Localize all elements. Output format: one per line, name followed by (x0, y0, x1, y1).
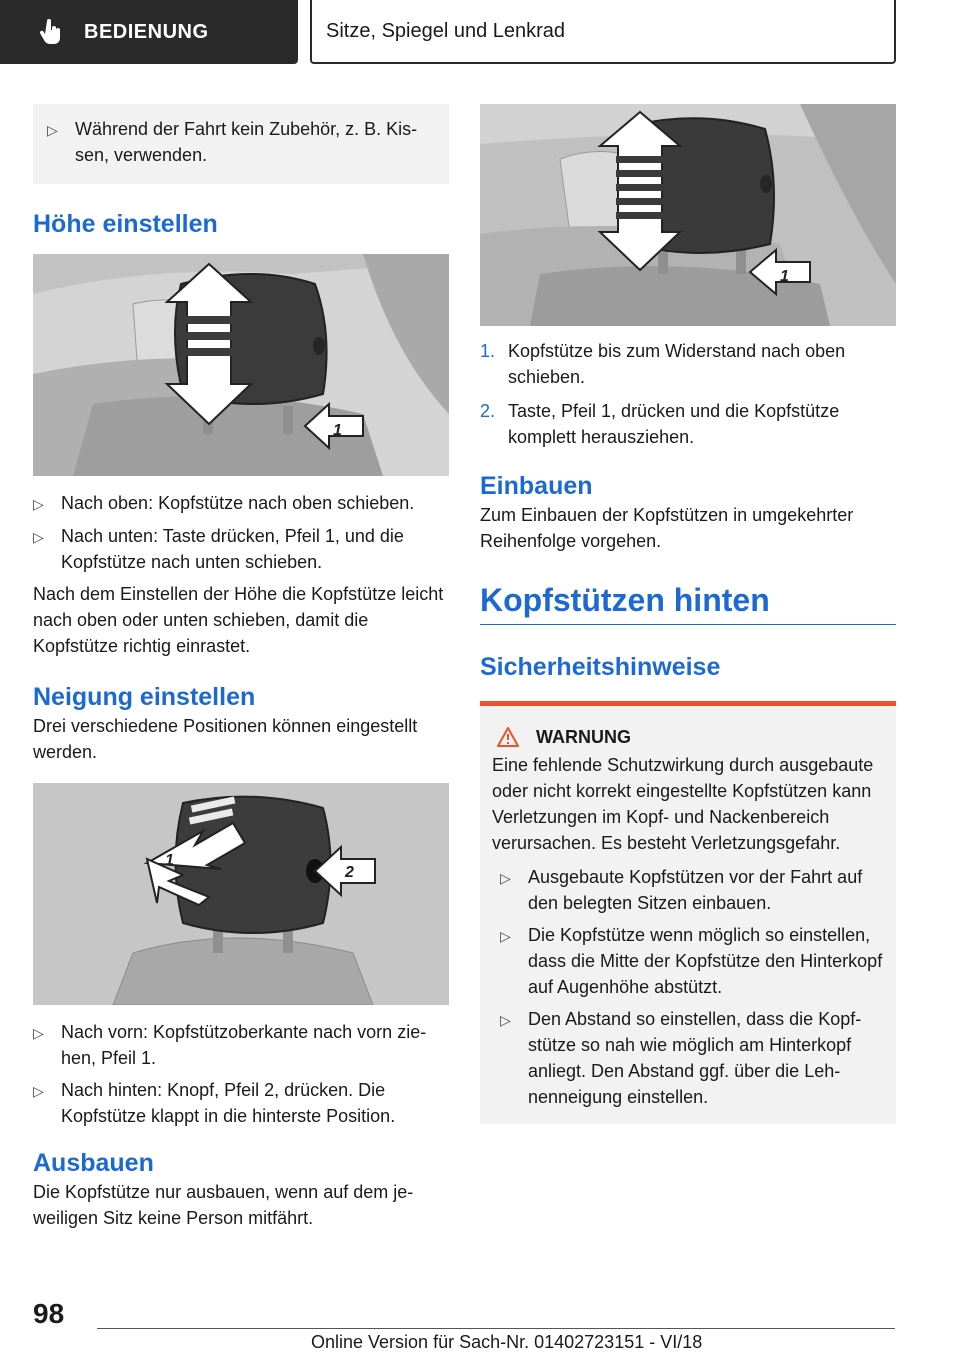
section-tab (0, 0, 298, 64)
note-text: Während der Fahrt kein Zubehör, z. B. Kissen, verwenden. (75, 119, 418, 165)
note-bullet (47, 116, 435, 168)
note-box (33, 104, 449, 184)
footer-rule (97, 1328, 895, 1329)
triangle-bullet-icon: ▷ (33, 529, 44, 545)
heading-install: Einbauen (480, 472, 593, 500)
list-item: ▷ Die Kopfstütze wenn möglich so einstellen, dass die Mitte der Kopfstütze den Hinterkopf auf Augenhöhe abstützt. (500, 922, 888, 1000)
right-column (480, 104, 896, 1124)
triangle-bullet-icon: ▷ (33, 1083, 44, 1099)
tilt-paragraph: Drei verschiedene Positionen können eingestellt werden. (33, 716, 418, 762)
height-paragraph: Nach dem Einstellen der Höhe die Kopfstütze leicht nach oben oder unten schieben, damit die Kopfstütze richtig einrastet. (33, 584, 444, 656)
chapter-title-text: Sitze, Spiegel und Lenkrad (326, 19, 566, 42)
list-item: ▷ Nach oben: Kopfstütze nach oben schieben. (33, 490, 449, 517)
tilt-bullets (33, 1019, 449, 1129)
warning-text: Eine fehlende Schutzwirkung durch ausgebaute oder nicht korrekt eingestellte Kopfstützen kann Verletzungen im Kopf- und Nackenbereich verursachen. Es besteht Verletzungsgefahr. (492, 755, 874, 853)
heading-remove: Ausbauen (33, 1149, 154, 1177)
figure-label-1: 1 (333, 422, 342, 439)
figure-label-1: 1 (165, 852, 174, 869)
heading-tilt: Neigung einstellen (33, 683, 256, 711)
figure-label-1: 1 (780, 268, 789, 285)
list-item: ▷ Nach vorn: Kopfstützoberkante nach vorn ziehen, Pfeil 1. (33, 1019, 449, 1071)
warning-bullets (488, 864, 888, 1110)
heading-height: Höhe einstellen (33, 210, 218, 238)
triangle-bullet-icon: ▷ (500, 870, 511, 886)
list-item: ▷ Nach hinten: Knopf, Pfeil 2, drücken. Die Kopfstütze klappt in die hinterste Position. (33, 1077, 449, 1129)
install-paragraph: Zum Einbauen der Kopfstützen in umgekehrter Reihenfolge vorgehen. (480, 505, 854, 551)
triangle-bullet-icon: ▷ (33, 496, 44, 512)
figure-label-2: 2 (345, 864, 354, 881)
removal-steps (480, 338, 896, 450)
heading-rear-headrests: Kopfstützen hinten (480, 582, 770, 618)
warning-box (480, 701, 896, 1124)
list-item: ▷ Ausgebaute Kopfstützen vor der Fahrt auf den belegten Sitzen einbauen. (500, 864, 888, 916)
figure-tilt-adjust (33, 783, 449, 1005)
hand-pointer-icon (38, 19, 64, 45)
heading-rule (480, 624, 896, 625)
list-item: ▷ Den Abstand so einstellen, dass die Kopfstütze so nah wie möglich am Hinterkopf anliegt. Den Abstand ggf. über die Lehnenneigung einstellen. (500, 1006, 888, 1110)
list-item: 1. Kopfstütze bis zum Widerstand nach oben schieben. (480, 341, 846, 387)
figure-height-adjust (33, 254, 449, 476)
section-name: BEDIENUNG (84, 20, 209, 43)
triangle-bullet-icon: ▷ (47, 122, 58, 138)
triangle-bullet-icon: ▷ (33, 1025, 44, 1041)
chapter-title (310, 0, 896, 64)
page-number: 98 (33, 1298, 65, 1329)
triangle-bullet-icon: ▷ (500, 1012, 511, 1028)
list-item: ▷ Nach unten: Taste drücken, Pfeil 1, und die Kopfstütze nach unten schieben. (33, 523, 449, 575)
left-column (33, 104, 449, 1231)
warning-triangle-icon (496, 726, 520, 748)
list-item: 2. Taste, Pfeil 1, drücken und die Kopfstütze komplett herausziehen. (480, 401, 840, 447)
warning-title: WARNUNG (496, 726, 888, 748)
heading-safety: Sicherheitshinweise (480, 653, 721, 681)
footer-online-version: Online Version für Sach-Nr. 01402723151 - VI/18 (311, 1332, 703, 1352)
page-header (0, 0, 960, 66)
figure-remove-headrest (480, 104, 896, 326)
height-bullets (33, 490, 449, 575)
triangle-bullet-icon: ▷ (500, 928, 511, 944)
remove-paragraph: Die Kopfstütze nur ausbauen, wenn auf dem jeweiligen Sitz keine Person mitfährt. (33, 1182, 414, 1228)
